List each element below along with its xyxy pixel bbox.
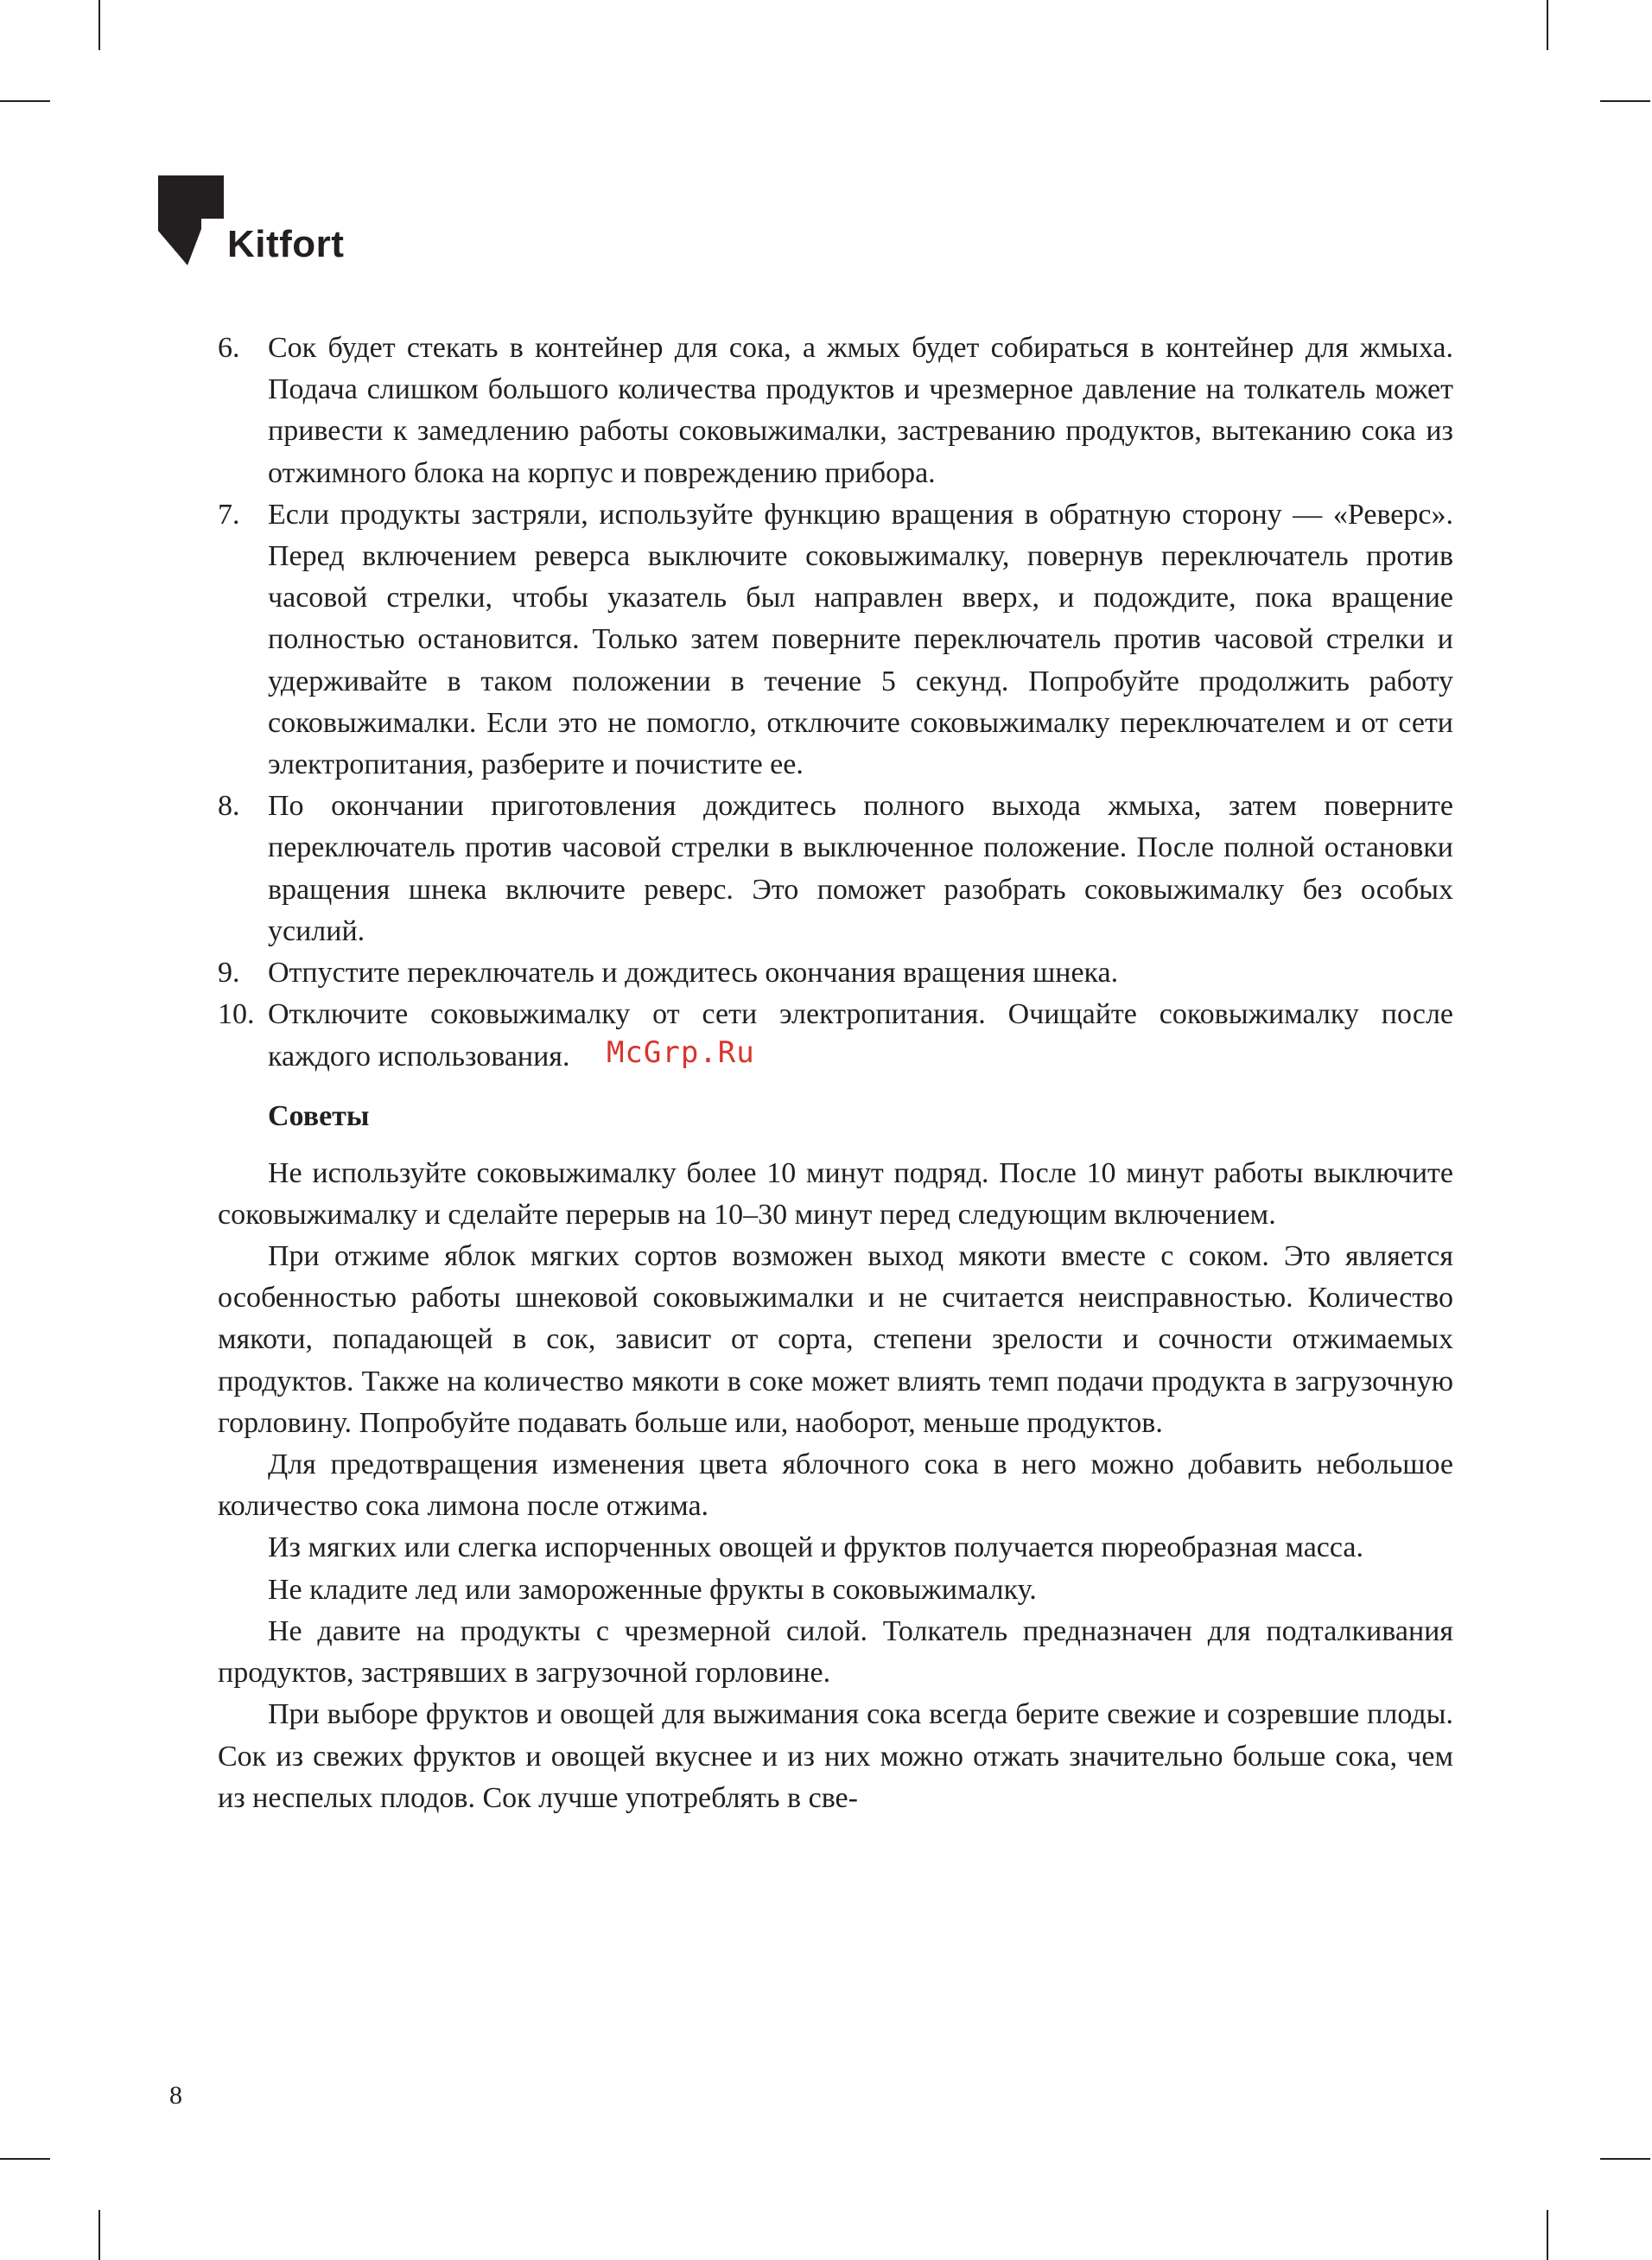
tips-section [218,1153,1453,1819]
crop-mark-bottom-left-horizontal [0,2158,50,2160]
instruction-steps [218,328,1453,1079]
tip-paragraph: Не кладите лед или замороженные фрукты в соковыжималку. [268,1573,1037,1606]
tip-paragraph: Не используйте соковыжималку более 10 минут подряд. После 10 минут работы выключите соковыжималку и сделайте перерыв на 10–30 минут перед следующим включением. [218,1156,1453,1231]
step-text: Отключите соковыжималку от сети электропитания. Очищайте соковыжималку после каждого использования. [268,998,1453,1073]
step-number: 8. [218,790,240,823]
step-number: 6. [218,332,240,364]
brand-logo [158,175,344,265]
tip-paragraph: При отжиме яблок мягких сортов возможен выход мякоти вместе с соком. Это является особенностью работы шнековой соковыжималки и не считается неисправностью. Количество мякоти, попадающей в сок, зависит от сорта, степени зрелости и сочности отжимаемых продуктов. Также на количество мякоти в соке может влиять темп подачи продукта в загрузочную горловину. Попробуйте подавать больше или, наоборот, меньше продуктов. [218,1240,1453,1439]
crop-mark-top-left-vertical [98,0,100,50]
page-content [218,328,1453,1819]
step-number: 10. [218,998,255,1031]
step-item [218,786,1453,952]
step-item [218,328,1453,494]
step-item [218,952,1453,994]
tips-heading: Советы [268,1099,370,1132]
step-text: Отпустите переключатель и дождитесь окончания вращения шнека. [268,957,1119,990]
tip-paragraph: При выборе фруктов и овощей для выжимания сока всегда берите свежие и созревшие плоды. Сок из свежих фруктов и овощей вкуснее и из них можно отжать значительно больше сока, чем из неспелых плодов. Сок лучше употреблять в све- [218,1698,1453,1814]
tip-paragraph: Для предотвращения изменения цвета яблочного сока в него можно добавить небольшое количество сока лимона после отжима. [218,1448,1453,1523]
crop-mark-bottom-left-vertical [98,2210,100,2260]
step-text: Сок будет стекать в контейнер для сока, а жмых будет собираться в контейнер для жмыха. Подача слишком большого количества продуктов и чрезмерное давление на толкатель может привести к замедлению работы соковыжималки, застреванию продуктов, вытеканию сока из отжимного блока на корпус и повреждению прибора. [268,332,1453,489]
step-text: Если продукты застряли, используйте функцию вращения в обратную сторону — «Реверс». Перед включением реверса выключите соковыжималку, повернув переключатель против часовой стрелки, чтобы указатель был направлен вверх, и подождите, пока вращение полностью остановится. Только затем поверните переключатель против часовой стрелки и удерживайте в таком положении в течение 5 секунд. Попробуйте продолжить работу соковыжималки. Если это не помогло, отключите соковыжималку переключателем и от сети электропитания, разберите и почистите ее. [268,498,1453,781]
brand-name: Kitfort [227,223,345,265]
kitfort-logo-icon [158,175,224,265]
crop-mark-top-right-horizontal [1600,100,1650,102]
crop-mark-top-left-horizontal [0,100,50,102]
tip-paragraph: Из мягких или слегка испорченных овощей и фруктов получается пюреобразная масса. [268,1531,1363,1564]
tip-paragraph: Не давите на продукты с чрезмерной силой. Толкатель предназначен для подталкивания продуктов, застрявших в загрузочной горловине. [218,1614,1453,1690]
step-item [218,494,1453,786]
step-number: 9. [218,957,240,990]
step-item [218,994,1453,1078]
crop-mark-top-right-vertical [1547,0,1548,50]
crop-mark-bottom-right-vertical [1547,2210,1548,2260]
crop-mark-bottom-right-horizontal [1600,2158,1650,2160]
page-number: 8 [169,2081,182,2110]
step-number: 7. [218,498,240,531]
watermark: McGrp.Ru [606,1035,755,1071]
step-text: По окончании приготовления дождитесь полного выхода жмыха, затем поверните переключатель против часовой стрелки в выключенное положение. После полной остановки вращения шнека включите реверс. Это поможет разобрать соковыжималку без особых усилий. [268,790,1453,947]
